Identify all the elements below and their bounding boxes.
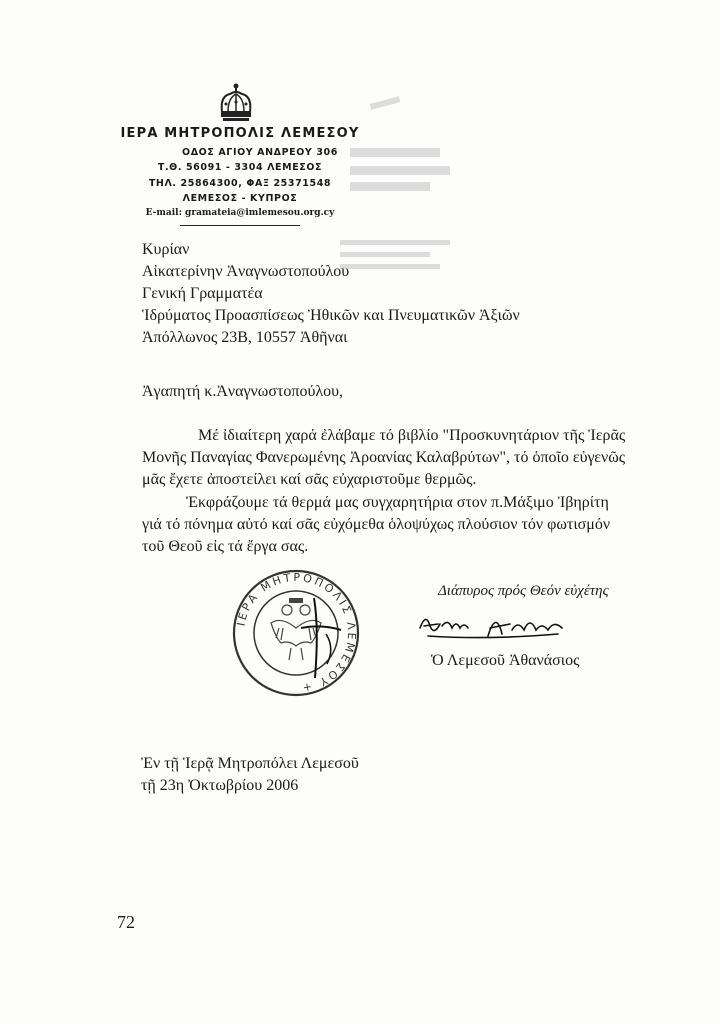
paragraph-1-line-3: μᾶς ἔχετε ἀποστείλει καί σᾶς εὐχαριστοῦμε θερμῶς.: [142, 471, 477, 488]
recipient-line-4: Ἱδρύματος Προασπίσεως Ἠθικῶν και Πνευματικῶν Ἀξιῶν: [142, 307, 520, 324]
crown-icon: [216, 82, 256, 124]
page-number: 72: [117, 912, 135, 932]
letterhead-phone-fax: ΤΗΛ. 25864300, ΦΑΞ 25371548: [148, 178, 332, 189]
closing-phrase: Διάπυρος πρός Θεόν εὐχέτης: [438, 583, 609, 599]
handwritten-signature: [418, 606, 568, 646]
recipient-line-3: Γενική Γραμματέα: [142, 285, 263, 302]
letterhead-street: ΟΔΟΣ ΑΓΙΟΥ ΑΝΔΡΕΟΥ 306: [182, 147, 338, 158]
letterhead-email: E-mail: gramateia@imlemesou.org.cy: [145, 208, 335, 218]
paragraph-2-line-1: Ἐκφράζουμε τά θερμά μας συγχαρητήρια στον π.Μάξιμο Ἰβηρίτη: [186, 494, 609, 511]
paragraph-1-line-1: Μέ ἰδιαίτερη χαρά ἐλάβαμε τό βιβλίο "Προσκυνητάριον τῆς Ἱερᾶς: [198, 427, 626, 444]
paragraph-1-line-2: Μονῆς Παναγίας Φανερωμένης Ἀροανίας Καλαβρύτων", τό ὁποῖο εὐγενῶς: [142, 449, 626, 466]
recipient-line-1: Κυρίαν: [142, 241, 190, 258]
bleed-through-marks: [330, 90, 550, 290]
recipient-line-2: Αἰκατερίνην Ἀναγνωστοπούλου: [142, 263, 350, 280]
letterhead-rule: [180, 225, 300, 226]
dateline-date: τῇ 23η Ὀκτωβρίου 2006: [141, 777, 299, 794]
paragraph-2-line-3: τοῦ Θεοῦ εἰς τά ἔργα σας.: [142, 538, 309, 555]
letterhead-city: ΛΕΜΕΣΟΣ - ΚΥΠΡΟΣ: [182, 193, 298, 204]
metropolis-seal-stamp: [231, 568, 361, 698]
letterhead-po-box: Τ.Θ. 56091 - 3304 ΛΕΜΕΣΟΣ: [157, 162, 323, 173]
dateline-place: Ἐν τῇ Ἱερᾷ Μητροπόλει Λεμεσοῦ: [141, 755, 359, 772]
paragraph-2-line-2: γιά τό πόνημα αὐτό καί σᾶς εὐχόμεθα ὁλοψύχως πλούσιον τόν φωτισμόν: [142, 516, 611, 533]
signer-name: Ὁ Λεμεσοῦ Ἀθανάσιος: [431, 652, 580, 669]
salutation: Ἀγαπητή κ.Ἀναγνωστοπούλου,: [142, 383, 344, 400]
letterhead-title: ΙΕΡΑ ΜΗΤΡΟΠΟΛΙΣ ΛΕΜΕΣΟΥ: [120, 126, 360, 141]
recipient-line-5: Ἀπόλλωνος 23Β, 10557 Ἀθῆναι: [142, 329, 348, 346]
svg-text:ΙΕΡΑ ΜΗΤΡΟΠΟΛΙΣ ΛΕΜΕΣΟΥ +: ΙΕΡΑ ΜΗΤΡΟΠΟΛΙΣ ΛΕΜΕΣΟΥ +: [234, 570, 359, 696]
